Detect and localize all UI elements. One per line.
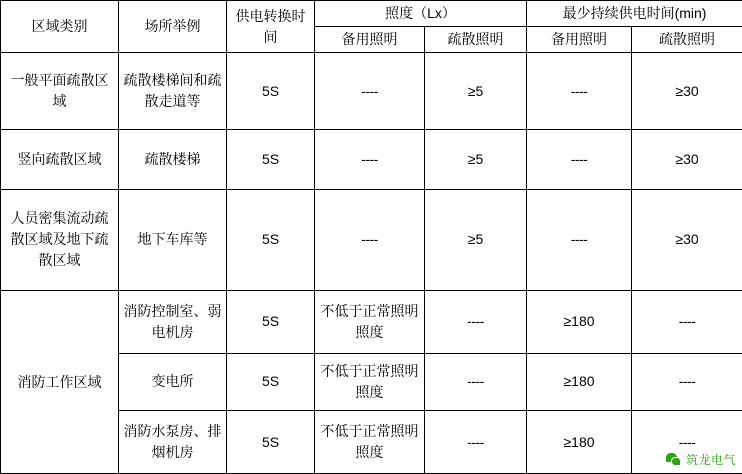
table-row [1,53,742,130]
header-duration-group: 最少持续供电时间(min) [527,1,742,27]
cell-illuminance-evacuation: ---- [425,291,527,354]
table-row [1,130,742,190]
cell-switch-time: 5S [227,291,315,354]
cell-category: 人员密集流动疏散区域及地下疏散区域 [1,189,119,290]
cell-duration-evacuation: ≥30 [632,130,742,190]
cell-illuminance-backup: ---- [315,53,425,130]
table-body [1,53,742,474]
cell-illuminance-evacuation: ---- [425,411,527,474]
cell-category: 一般平面疏散区域 [1,53,119,130]
header-illuminance-evacuation: 疏散照明 [425,27,527,53]
cell-place: 消防水泵房、排烟机房 [119,411,227,474]
header-illuminance-group: 照度（Lx） [315,1,527,27]
cell-illuminance-evacuation: ≥5 [425,189,527,290]
cell-duration-evacuation: ---- [632,353,742,410]
cell-switch-time: 5S [227,130,315,190]
cell-illuminance-evacuation: ---- [425,353,527,410]
cell-place: 疏散楼梯间和疏散走道等 [119,53,227,130]
cell-illuminance-backup: ---- [315,189,425,290]
cell-switch-time: 5S [227,353,315,410]
header-place: 场所举例 [119,1,227,53]
header-duration-evacuation: 疏散照明 [632,27,742,53]
header-switch-time: 供电转换时间 [227,1,315,53]
header-category: 区域类别 [1,1,119,53]
cell-illuminance-backup: 不低于正常照明照度 [315,411,425,474]
watermark-label: 筑龙电气 [685,453,736,467]
cell-category: 竖向疏散区域 [1,130,119,190]
cell-duration-evacuation: ---- [632,291,742,354]
header-illuminance-backup: 备用照明 [315,27,425,53]
cell-duration-backup: ---- [527,189,632,290]
cell-duration-backup: ---- [527,53,632,130]
cell-duration-backup: ≥180 [527,411,632,474]
table-row [1,291,742,354]
cell-illuminance-backup: ---- [315,130,425,190]
cell-duration-backup: ≥180 [527,291,632,354]
cell-switch-time: 5S [227,411,315,474]
cell-duration-backup: ---- [527,130,632,190]
header-duration-backup: 备用照明 [527,27,632,53]
table-header-row-1 [1,1,742,27]
cell-switch-time: 5S [227,189,315,290]
cell-duration-backup: ≥180 [527,353,632,410]
cell-category: 消防工作区域 [1,291,119,474]
cell-switch-time: 5S [227,53,315,130]
cell-illuminance-backup: 不低于正常照明照度 [315,291,425,354]
cell-illuminance-evacuation: ≥5 [425,53,527,130]
cell-place: 地下车库等 [119,189,227,290]
cell-duration-evacuation: ---- [632,411,742,474]
cell-duration-evacuation: ≥30 [632,189,742,290]
cell-place: 消防控制室、弱电机房 [119,291,227,354]
table-row [1,189,742,290]
cell-place: 疏散楼梯 [119,130,227,190]
cell-illuminance-evacuation: ≥5 [425,130,527,190]
cell-illuminance-backup: 不低于正常照明照度 [315,353,425,410]
table-header [1,1,742,53]
cell-place: 变电所 [119,353,227,410]
cell-duration-evacuation: ≥30 [632,53,742,130]
